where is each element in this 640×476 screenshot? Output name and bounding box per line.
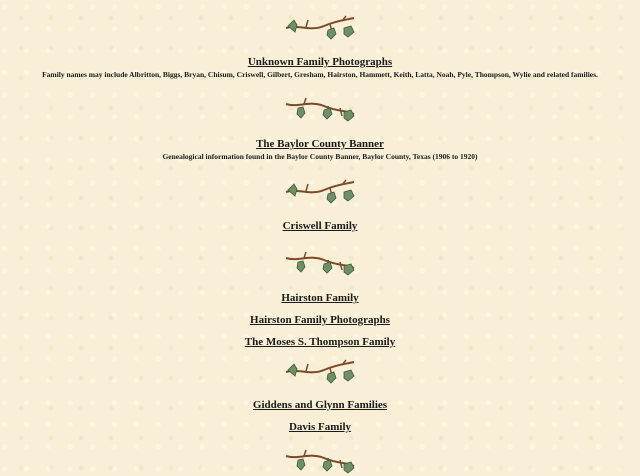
link-moses-s-thompson-family[interactable]: The Moses S. Thompson Family [244,336,396,348]
link-baylor-county-banner[interactable]: The Baylor County Banner [256,138,384,150]
vine-divider-icon [284,250,356,276]
vine-divider-icon [284,14,356,40]
link-davis-family[interactable]: Davis Family [288,421,352,433]
link-criswell-family[interactable]: Criswell Family [282,220,358,232]
link-hairston-family[interactable]: Hairston Family [281,292,359,304]
link-unknown-family-photographs[interactable]: Unknown Family Photographs [247,56,393,68]
vine-divider-icon [284,96,356,122]
link-giddens-and-glynn-families[interactable]: Giddens and Glynn Families [252,399,388,411]
vine-divider-icon [284,178,356,204]
description-baylor-county-banner: Genealogical information found in the Baylor County Banner, Baylor County, Texas (1906 to 1920) [162,152,478,161]
vine-divider-icon [284,448,356,474]
link-hairston-family-photographs[interactable]: Hairston Family Photographs [250,314,390,326]
description-unknown-family-photographs: Family names may include Albritton, Biggs, Bryan, Chisum, Criswell, Gilbert, Gresham, Hairston, Hammett, Keith, Latta, Noah, Pyle, Thompson, Wylie and related families. [42,70,598,79]
vine-divider-icon [284,358,356,384]
